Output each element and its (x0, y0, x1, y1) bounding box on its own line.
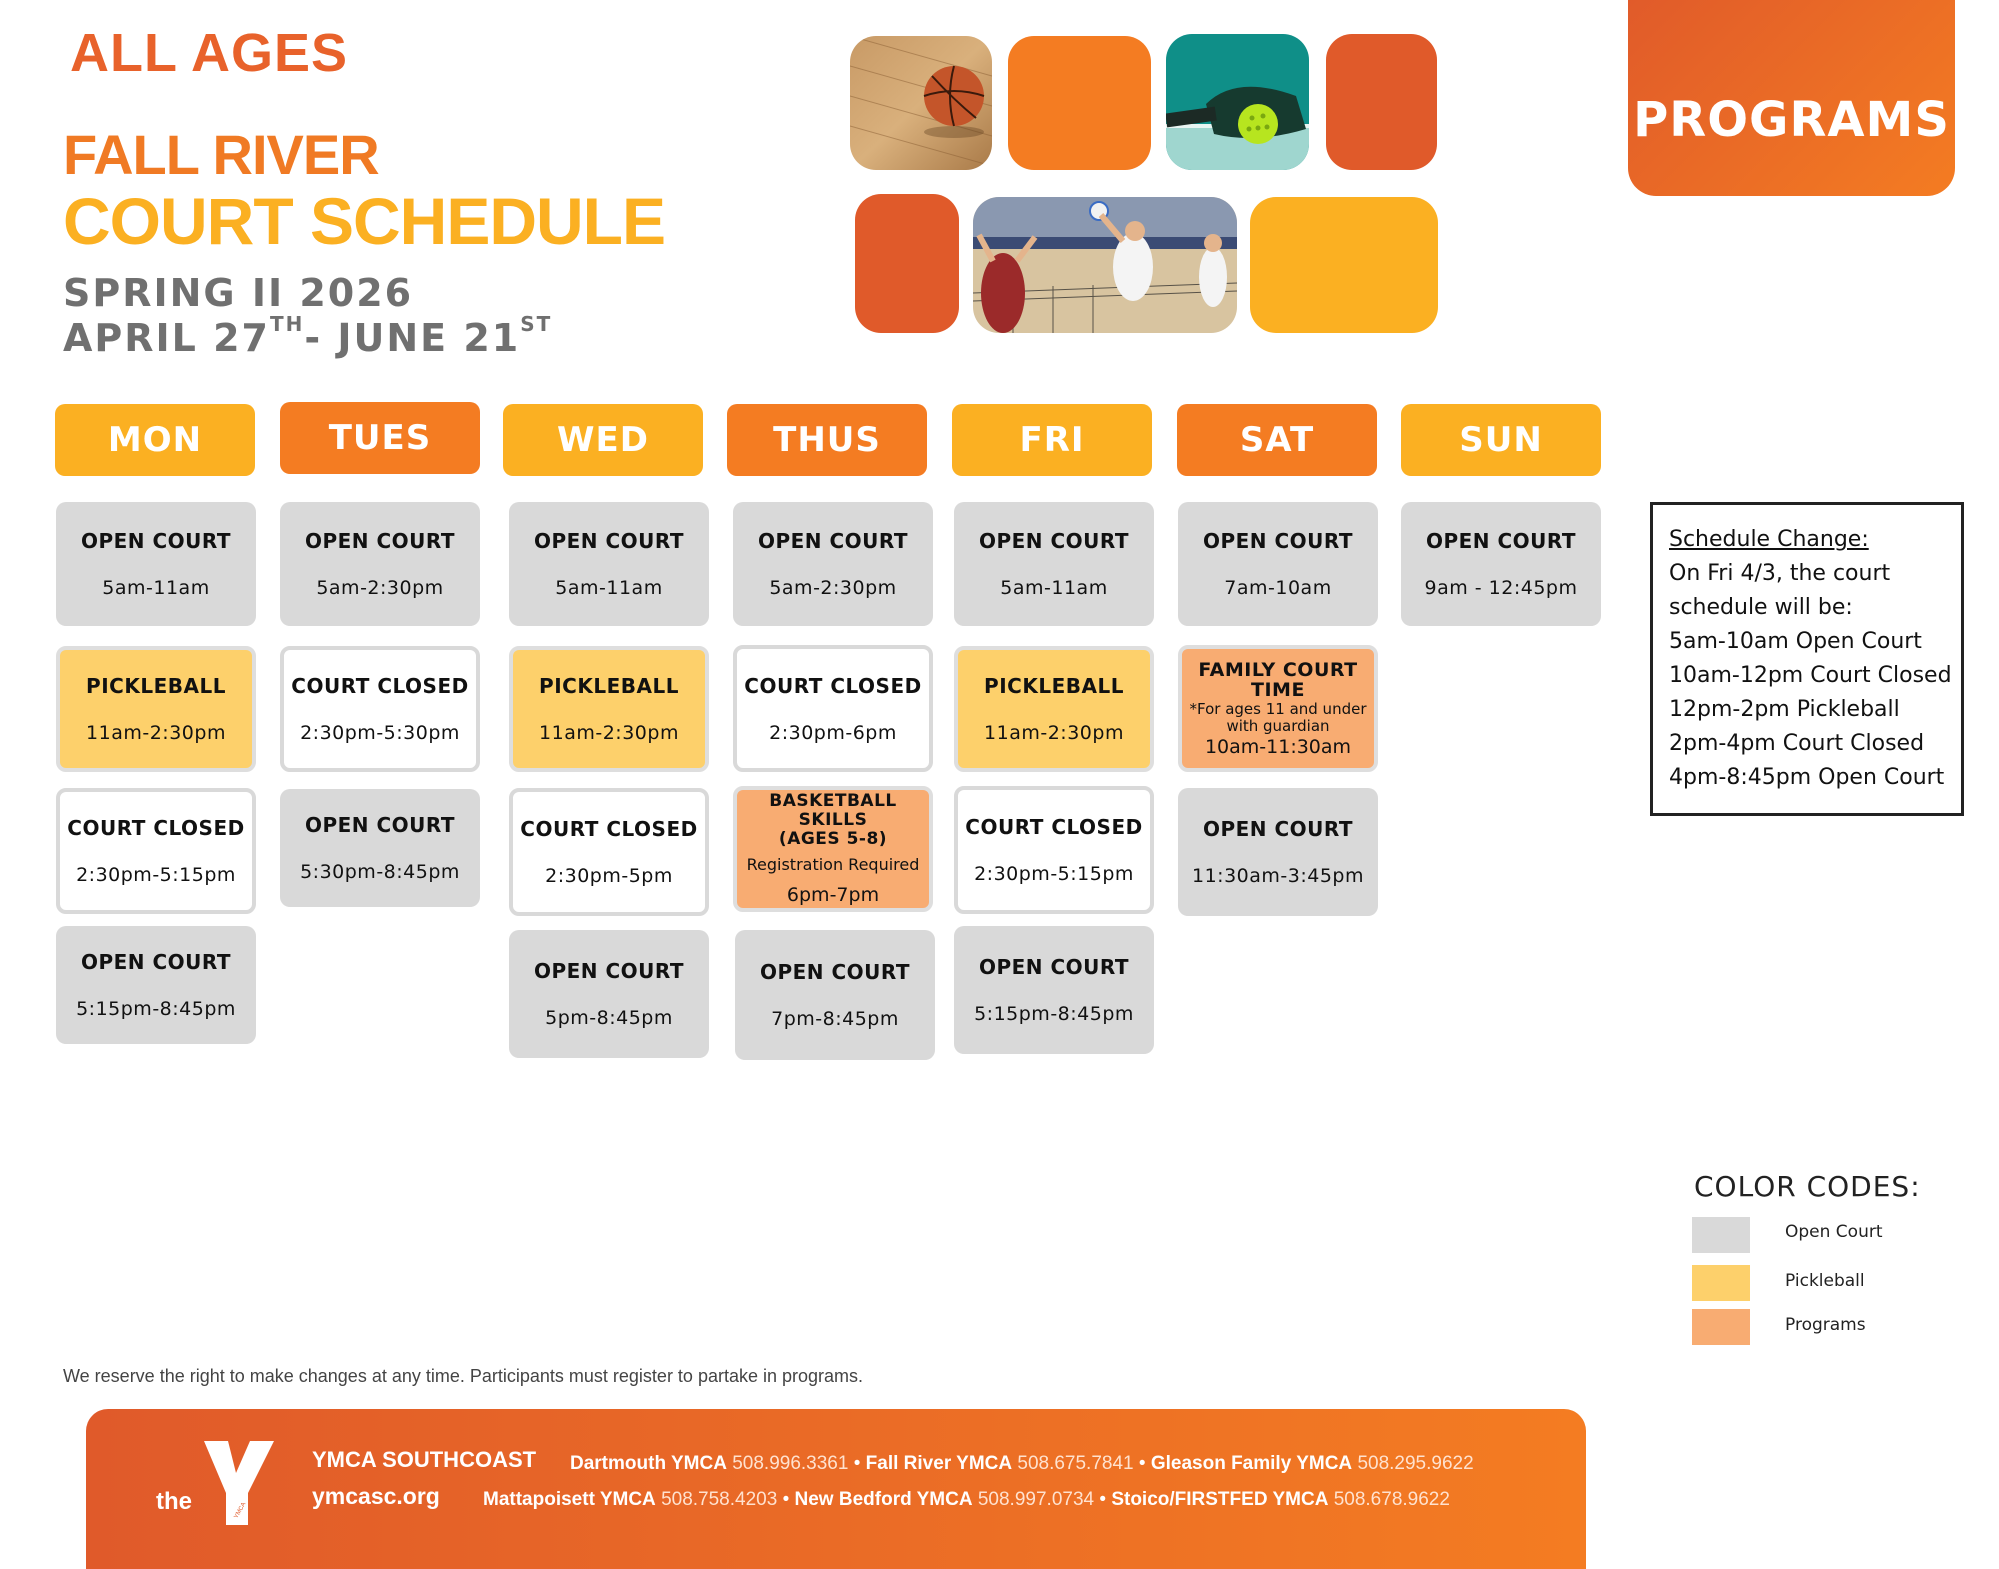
day-header-tues: TUES (280, 402, 480, 474)
branch-list-row-1: Dartmouth YMCA 508.996.3361 • Fall River YMCA 508.675.7841 • Gleason Family YMCA 508.295.9622 (570, 1453, 1474, 1474)
schedule-block-open-court: OPEN COURT 9am - 12:45pm (1401, 502, 1601, 626)
day-header-sat: SAT (1177, 404, 1377, 476)
volleyball-photo (973, 197, 1237, 333)
dark-orange-tile-2 (855, 194, 959, 333)
schedule-change-line: 12pm-2pm Pickleball (1669, 697, 1900, 722)
schedule-block-open-court: OPEN COURT 7am-10am (1178, 502, 1378, 626)
orange-tile (1008, 36, 1151, 170)
schedule-block-open-court: OPEN COURT 11:30am-3:45pm (1178, 788, 1378, 916)
dark-orange-tile (1326, 34, 1437, 170)
schedule-change-line: 2pm-4pm Court Closed (1669, 731, 1925, 756)
programs-tab: PROGRAMS (1628, 0, 1955, 196)
schedule-block-pickleball: PICKLEBALL 11am-2:30pm (509, 646, 709, 772)
location-title: FALL RIVER (63, 123, 379, 186)
schedule-block-pickleball: PICKLEBALL 11am-2:30pm (954, 646, 1154, 772)
ymca-logo (156, 1433, 276, 1529)
day-header-wed: WED (503, 404, 703, 476)
schedule-change-line: 5am-10am Open Court (1669, 629, 1922, 654)
legend-swatch-open-court (1692, 1217, 1750, 1253)
legend-swatch-pickleball (1692, 1265, 1750, 1301)
svg-text:the: the (156, 1488, 192, 1515)
schedule-block-open-court: OPEN COURT 7pm-8:45pm (735, 930, 935, 1060)
schedule-change-notice (1650, 502, 1964, 816)
schedule-block-court-closed: COURT CLOSED 2:30pm-6pm (733, 645, 933, 772)
yellow-tile (1250, 197, 1438, 333)
day-header-mon: MON (55, 404, 255, 476)
legend-label: Pickleball (1785, 1271, 1865, 1291)
schedule-change-line: On Fri 4/3, the court (1669, 561, 1891, 586)
day-header-fri: FRI (952, 404, 1152, 476)
schedule-change-line: 10am-12pm Court Closed (1669, 663, 1952, 688)
page-title: COURT SCHEDULE (63, 184, 666, 258)
schedule-block-court-closed: COURT CLOSED 2:30pm-5:15pm (954, 786, 1154, 914)
basketball-photo (850, 36, 992, 170)
schedule-block-pickleball: PICKLEBALL 11am-2:30pm (56, 646, 256, 772)
schedule-block-court-closed: COURT CLOSED 2:30pm-5:30pm (280, 646, 480, 772)
pickleball-photo (1166, 34, 1309, 170)
legend-label: Programs (1785, 1315, 1866, 1335)
day-header-thus: THUS (727, 404, 927, 476)
schedule-block-open-court: OPEN COURT 5pm-8:45pm (509, 930, 709, 1058)
org-name: YMCA SOUTHCOAST (312, 1447, 537, 1472)
age-group-label: ALL AGES (70, 23, 349, 83)
legend-label: Open Court (1785, 1222, 1883, 1242)
website-link[interactable]: ymcasc.org (312, 1483, 440, 1509)
schedule-change-line: schedule will be: (1669, 595, 1853, 620)
schedule-block-open-court: OPEN COURT 5am-11am (56, 502, 256, 626)
schedule-block-open-court: OPEN COURT 5:15pm-8:45pm (954, 926, 1154, 1054)
schedule-block-open-court: OPEN COURT 5am-2:30pm (280, 502, 480, 626)
schedule-block-court-closed: COURT CLOSED 2:30pm-5:15pm (56, 788, 256, 914)
disclaimer-text: We reserve the right to make changes at any time. Participants must register to partake in programs. (63, 1366, 864, 1386)
schedule-change-line: 4pm-8:45pm Open Court (1669, 765, 1945, 790)
schedule-block-open-court: OPEN COURT 5:30pm-8:45pm (280, 789, 480, 907)
branch-list-row-2: Mattapoisett YMCA 508.758.4203 • New Bedford YMCA 508.997.0734 • Stoico/FIRSTFED YMCA 508.678.9622 (483, 1489, 1450, 1510)
season-label: SPRING II 2026 (63, 271, 414, 315)
footer-banner (86, 1409, 1586, 1569)
date-range: APRIL 27TH- JUNE 21ST (63, 312, 553, 360)
schedule-block-open-court: OPEN COURT 5am-11am (954, 502, 1154, 626)
svg-text:YMCA: YMCA (233, 1501, 248, 1520)
day-header-sun: SUN (1401, 404, 1601, 476)
schedule-block-open-court: OPEN COURT 5am-2:30pm (733, 502, 933, 626)
schedule-block-basketball-skills: BASKETBALL SKILLS (AGES 5-8) Registration Required 6pm-7pm (733, 786, 933, 912)
schedule-block-open-court: OPEN COURT 5am-11am (509, 502, 709, 626)
legend-swatch-programs (1692, 1309, 1750, 1345)
schedule-block-court-closed: COURT CLOSED 2:30pm-5pm (509, 788, 709, 916)
schedule-block-open-court: OPEN COURT 5:15pm-8:45pm (56, 926, 256, 1044)
legend-title: COLOR CODES: (1694, 1170, 1921, 1203)
schedule-block-family-court-time: FAMILY COURT TIME *For ages 11 and under with guardian 10am-11:30am (1178, 645, 1378, 772)
schedule-change-heading: Schedule Change: (1669, 527, 1869, 552)
